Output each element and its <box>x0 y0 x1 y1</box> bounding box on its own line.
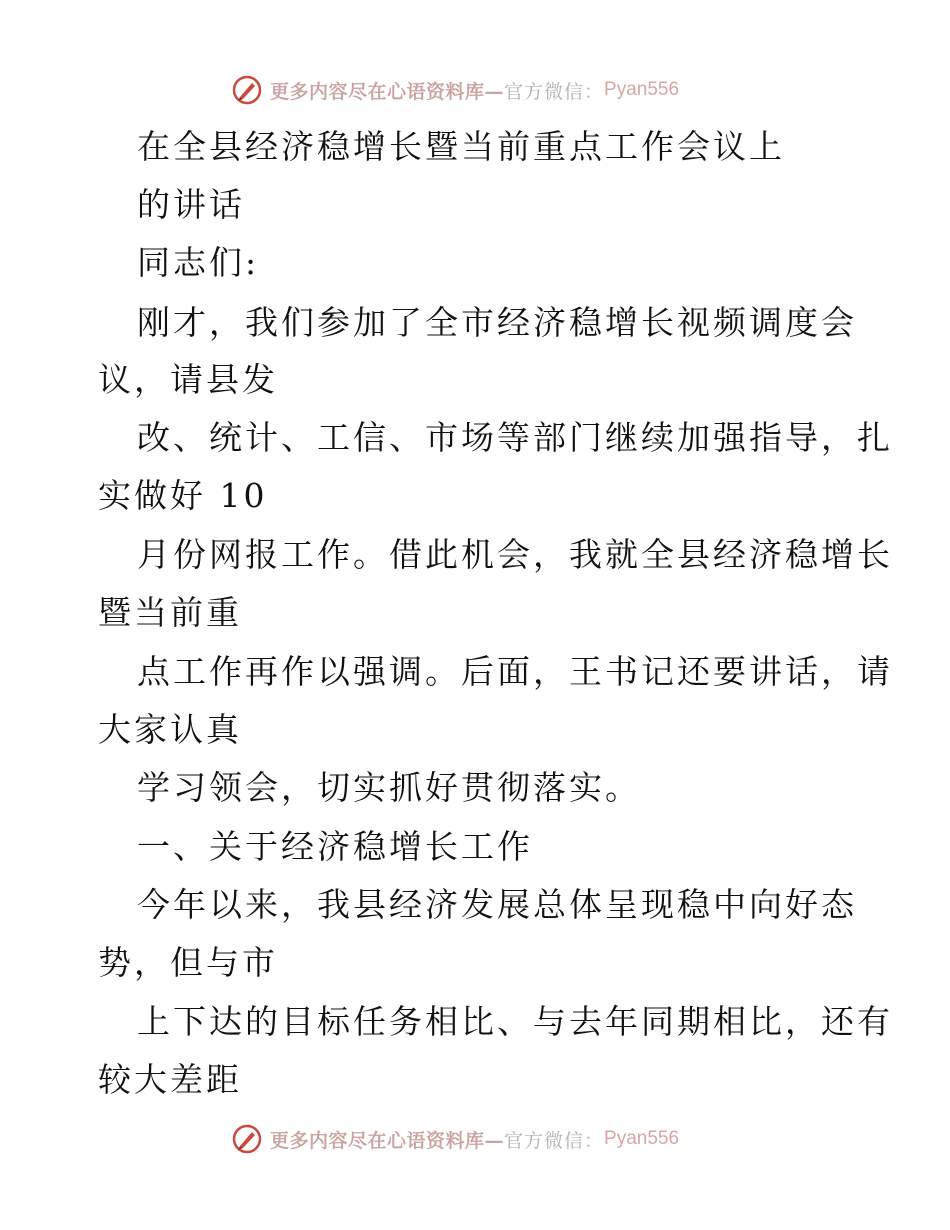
paragraph-line: 学习领会，切实抓好贯彻落实。 <box>137 768 641 807</box>
section-heading: 一、关于经济稳增长工作 <box>137 827 533 866</box>
watermark-wechat-id: Pyan556 <box>604 79 680 100</box>
quill-pen-icon <box>232 1124 262 1154</box>
paragraph-line: 大家认真 <box>98 710 242 749</box>
paragraph-line: 实做好 10 <box>98 476 268 515</box>
paragraph-line: 今年以来，我县经济发展总体呈现稳中向好态 <box>137 885 857 924</box>
document-title-line-2: 的讲话 <box>137 185 245 224</box>
watermark-wechat-id: Pyan556 <box>604 1128 680 1149</box>
watermark-wechat-label: 官方微信： <box>504 1129 605 1152</box>
quill-pen-icon <box>232 75 262 105</box>
document-title-line-1: 在全县经济稳增长暨当前重点工作会议上 <box>137 127 785 166</box>
watermark-text: 更多内容尽在心语资料库— <box>270 80 505 103</box>
paragraph-line: 议，请县发 <box>98 360 278 399</box>
paragraph-line: 刚才，我们参加了全市经济稳增长视频调度会 <box>137 303 857 342</box>
paragraph-line: 势，但与市 <box>98 943 278 982</box>
paragraph-line: 月份网报工作。借此机会，我就全县经济稳增长 <box>137 535 893 574</box>
paragraph-line: 较大差距 <box>98 1060 242 1099</box>
paragraph-line: 改、统计、工信、市场等部门继续加强指导，扎 <box>137 418 893 457</box>
watermark-wechat-label: 官方微信： <box>504 80 605 103</box>
salutation: 同志们: <box>137 243 260 282</box>
watermark-text: 更多内容尽在心语资料库— <box>270 1129 505 1152</box>
header-watermark <box>232 72 679 108</box>
paragraph-line: 点工作再作以强调。后面，王书记还要讲话，请 <box>137 652 893 691</box>
paragraph-line: 上下达的目标任务相比、与去年同期相比，还有 <box>137 1002 893 1041</box>
paragraph-line: 暨当前重 <box>98 593 242 632</box>
footer-watermark <box>232 1121 679 1157</box>
